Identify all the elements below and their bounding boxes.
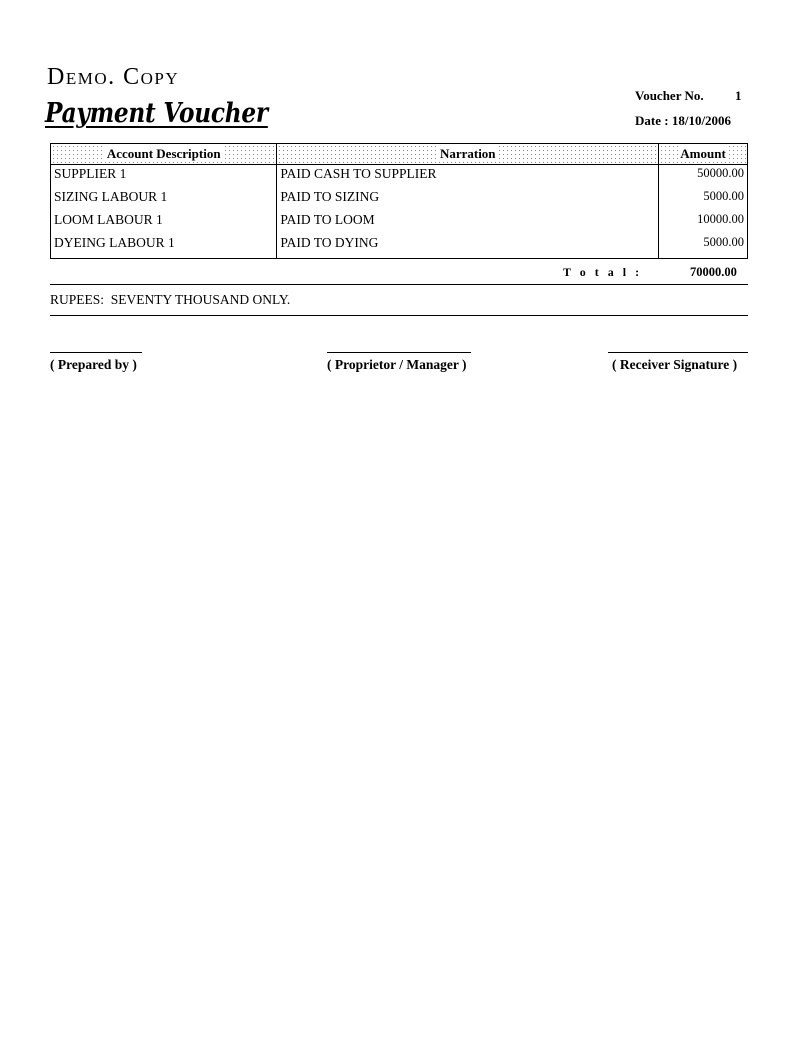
- voucher-items-table: [50, 143, 748, 259]
- table-row: [51, 188, 748, 211]
- total-value: 70000.00: [690, 265, 737, 279]
- amount-cell: 50000.00: [697, 166, 744, 180]
- voucher-date: [635, 113, 731, 129]
- voucher-no-label: Voucher No.: [635, 88, 704, 103]
- table-header-row: [51, 144, 748, 165]
- narration-cell: PAID TO SIZING: [277, 188, 659, 211]
- receiver-signature-label: ( Receiver Signature ): [612, 357, 738, 372]
- narration-cell: PAID TO LOOM: [277, 211, 659, 234]
- narration-cell: PAID TO DYING: [277, 234, 659, 259]
- words-divider: [50, 315, 748, 316]
- proprietor-signature-line: [327, 352, 471, 353]
- account-cell: LOOM LABOUR 1: [51, 211, 277, 234]
- column-header-account: Account Description: [51, 144, 277, 165]
- table-row: [51, 211, 748, 234]
- amount-cell: 5000.00: [703, 235, 744, 249]
- amount-cell: 10000.00: [697, 212, 744, 226]
- date-label: Date :: [635, 113, 669, 128]
- account-cell: SUPPLIER 1: [51, 165, 277, 189]
- date-value: 18/10/2006: [671, 113, 732, 128]
- table-row: [51, 234, 748, 259]
- column-header-narration: Narration: [277, 144, 659, 165]
- proprietor-label: ( Proprietor / Manager ): [327, 357, 467, 372]
- total-divider: [50, 284, 748, 285]
- amount-in-words: RUPEES: SEVENTY THOUSAND ONLY.: [50, 292, 291, 307]
- table-row: [51, 165, 748, 189]
- voucher-no-value: 1: [735, 88, 742, 103]
- total-label: T o t a l :: [563, 265, 643, 279]
- page-title: Payment Voucher: [45, 98, 268, 129]
- prepared-by-signature-line: [50, 352, 142, 353]
- column-header-amount: Amount: [659, 144, 748, 165]
- account-cell: SIZING LABOUR 1: [51, 188, 277, 211]
- prepared-by-label: ( Prepared by ): [50, 357, 137, 372]
- demo-copy-watermark: Demo. Copy: [47, 64, 180, 90]
- amount-cell: 5000.00: [703, 189, 744, 203]
- account-cell: DYEING LABOUR 1: [51, 234, 277, 259]
- receiver-signature-line: [608, 352, 748, 353]
- narration-cell: PAID CASH TO SUPPLIER: [277, 165, 659, 189]
